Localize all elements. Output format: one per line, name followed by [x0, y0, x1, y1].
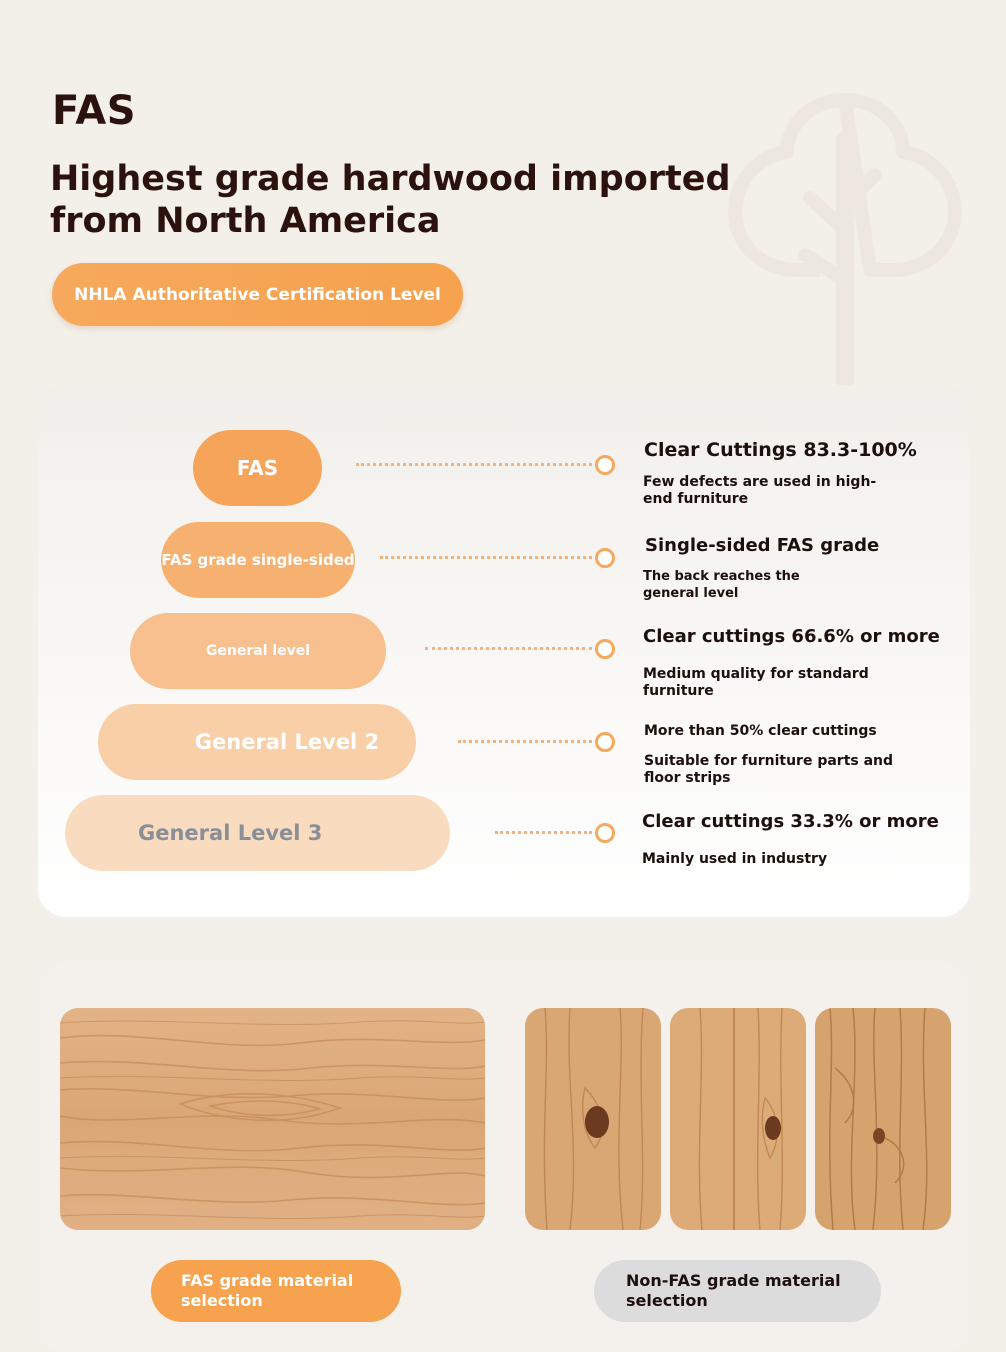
level-title: Clear cuttings 33.3% or more	[642, 811, 939, 832]
fas-material-label: FAS grade material selection	[151, 1260, 401, 1322]
page-subtitle: Highest grade hardwood imported from North America	[50, 159, 731, 241]
level-title: Clear Cuttings 83.3-100%	[644, 439, 917, 461]
connector-line	[356, 463, 592, 466]
connector-line	[458, 740, 592, 743]
fas-wood-image	[60, 1008, 485, 1230]
connector-dot-icon	[595, 639, 615, 659]
connector-dot-icon	[595, 823, 615, 843]
connector-line	[380, 556, 592, 559]
non-fas-wood-image	[815, 1008, 951, 1230]
level-pill-general-2: General Level 2	[98, 704, 416, 780]
non-fas-wood-image	[670, 1008, 806, 1230]
connector-dot-icon	[595, 548, 615, 568]
connector-line	[425, 647, 592, 650]
connector-line	[495, 831, 592, 834]
level-description: The back reaches the general level	[643, 569, 800, 601]
connector-dot-icon	[595, 455, 615, 475]
level-description: Few defects are used in high-end furniture	[643, 474, 877, 507]
level-description: Suitable for furniture parts and floor strips	[644, 753, 894, 786]
level-title: More than 50% clear cuttings	[644, 723, 877, 739]
level-title: Clear cuttings 66.6% or more	[643, 626, 940, 647]
level-pill-fas: FAS	[193, 430, 322, 506]
certification-badge: NHLA Authoritative Certification Level	[52, 263, 463, 326]
connector-dot-icon	[595, 732, 615, 752]
level-description: Mainly used in industry	[642, 851, 828, 867]
non-fas-material-label: Non-FAS grade material selection	[594, 1260, 881, 1322]
level-description: Medium quality for standard furniture	[643, 666, 869, 699]
level-title: Single-sided FAS grade	[645, 535, 880, 556]
grade-heading: FAS	[52, 88, 136, 134]
non-fas-wood-image	[525, 1008, 661, 1230]
level-pill-general: General level	[130, 613, 386, 689]
level-pill-general-3: General Level 3	[65, 795, 450, 871]
level-pill-fas-single-sided: FAS grade single-sided	[161, 522, 355, 598]
